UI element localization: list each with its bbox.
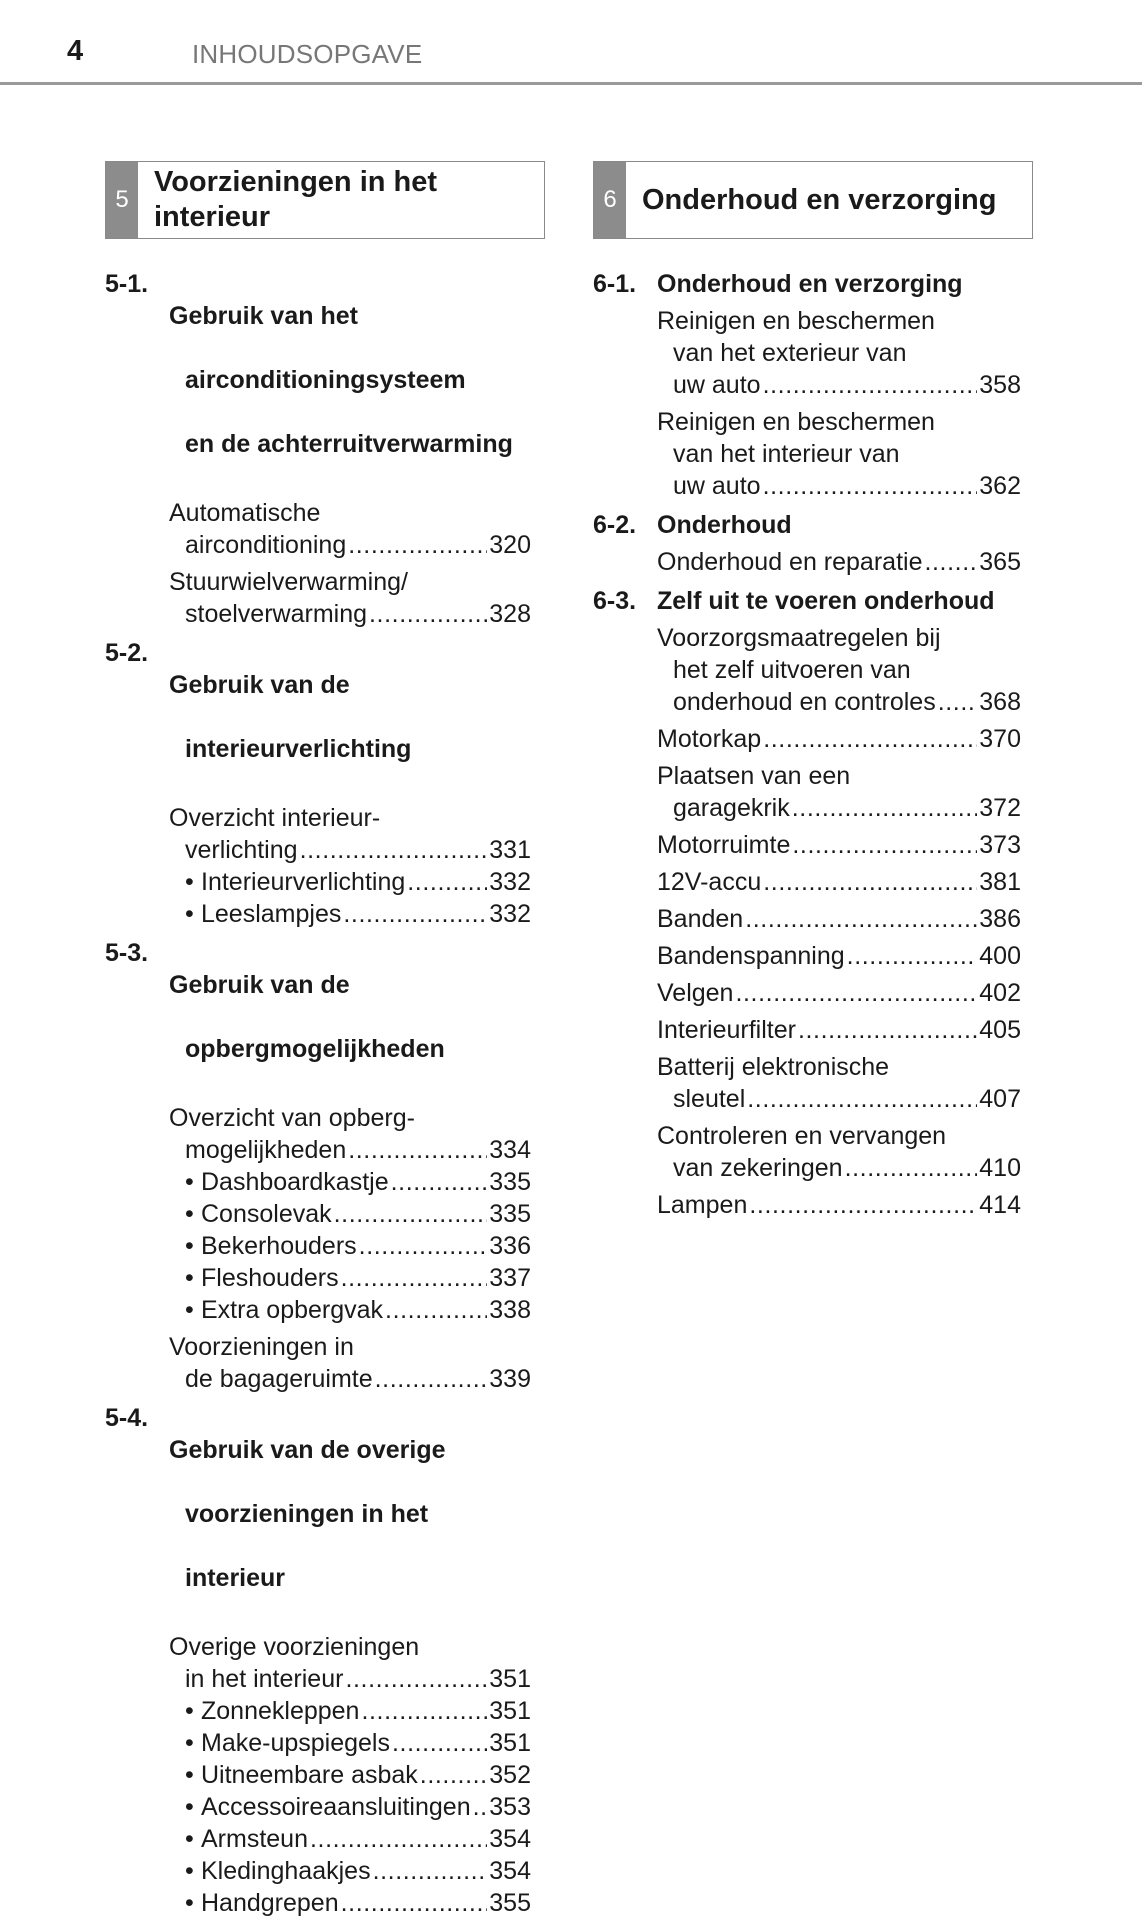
page-ref: 410 [979,1154,1021,1182]
toc-entry[interactable] [657,1014,1021,1046]
leader-dots [924,546,977,578]
toc-subentry[interactable] [185,1823,531,1855]
entry-label: Voorzieningen in [169,1333,354,1361]
section-title-line: airconditioningsysteem [185,366,466,394]
entry-label: Uitneembare asbak [201,1761,418,1789]
toc-subentry[interactable] [185,1855,531,1887]
leader-dots [792,829,977,861]
section-heading-6-1[interactable] [593,268,1021,300]
leader-dots [763,866,977,898]
entry-label: onderhoud en controles [673,688,936,716]
toc-entry[interactable] [657,903,1021,935]
entry-label: Kledinghaakjes [201,1857,371,1885]
entry-label: uw auto [673,371,761,399]
page-ref: 353 [489,1793,531,1821]
leader-dots [938,686,978,718]
section-title-line: interieurverlichting [185,735,412,763]
section-number: 6-3. [593,587,637,615]
toc-entry[interactable] [657,1189,1021,1221]
entry-label: stoelverwarming [185,600,368,628]
section-title: Onderhoud [657,511,792,539]
section-title-line: opbergmogelijkheden [185,1035,445,1063]
entry-label: Stuurwielverwarming/ [169,568,408,596]
section-heading-5-2[interactable] [105,637,531,797]
entry-label: Lampen [657,1191,748,1219]
section-number: 6-2. [593,511,637,539]
entry-label: Reinigen en beschermen [657,307,935,335]
toc-entry[interactable] [657,940,1021,972]
toc-entry[interactable] [169,1631,531,1695]
bullet-icon: • [185,1825,194,1853]
page-ref: 354 [489,1825,531,1853]
section-number: 5-4. [105,1404,149,1432]
leader-dots [763,470,978,502]
toc-column-right [593,268,1021,1221]
entry-label: het zelf uitvoeren van [673,656,911,684]
toc-entry[interactable] [169,497,531,561]
toc-subentry[interactable] [185,1166,531,1198]
entry-label: Accessoireaansluitingen [201,1793,471,1821]
toc-entry[interactable] [657,723,1021,755]
section-number: 6-1. [593,270,637,298]
entry-label: verlichting [185,836,298,864]
chapter-number-tab: 6 [594,162,626,238]
bullet-icon: • [185,1857,194,1885]
leader-dots [345,1663,487,1695]
page-ref: 335 [489,1168,531,1196]
leader-dots [749,1189,977,1221]
leader-dots [373,1855,488,1887]
entry-label: Interieurverlichting [201,868,406,896]
page-ref: 370 [979,725,1021,753]
section-heading-5-4[interactable] [105,1402,531,1626]
toc-subentry[interactable] [185,898,531,930]
page-ref: 381 [979,868,1021,896]
leader-dots [359,1230,488,1262]
chapter-title: Voorzieningen in het interieur [154,166,438,233]
bullet-icon: • [185,1793,194,1821]
toc-entry[interactable] [657,1120,1021,1184]
entry-label: Overige voorzieningen [169,1633,420,1661]
bullet-icon: • [185,1232,194,1260]
page-ref: 351 [489,1697,531,1725]
page-ref: 355 [489,1889,531,1917]
toc-subentry[interactable] [185,1230,531,1262]
entry-label: Make-upspiegels [201,1729,390,1757]
entry-label: van het exterieur van [673,339,907,367]
entry-label: sleutel [673,1085,746,1113]
page-ref: 328 [489,600,531,628]
section-title: Zelf uit te voeren onderhoud [657,587,995,615]
entry-label: Controleren en vervangen [657,1122,947,1150]
leader-dots [341,1262,488,1294]
page-number: 4 [67,35,84,67]
section-title-line: Gebruik van de overige [169,1436,446,1464]
section-title-line: voorzieningen in het [185,1500,429,1528]
leader-dots [348,1134,487,1166]
page-ref: 331 [489,836,531,864]
section-heading-6-2[interactable] [593,509,1021,541]
leader-dots [310,1823,487,1855]
leader-dots [745,903,977,935]
bullet-icon: • [185,1264,194,1292]
entry-label: Bekerhouders [201,1232,357,1260]
toc-column-left [105,268,531,1919]
section-title-line: interieur [185,1564,286,1592]
entry-label: Voorzorgsmaatregelen bij [657,624,941,652]
section-number: 5-3. [105,939,149,967]
toc-entry[interactable] [169,566,531,630]
toc-entry[interactable] [169,1102,531,1166]
entry-label: Dashboardkastje [201,1168,389,1196]
leader-dots [845,1152,978,1184]
leader-dots [763,723,977,755]
page-ref: 414 [979,1191,1021,1219]
section-title-line: Gebruik van het [169,302,358,330]
page-ref: 332 [489,868,531,896]
page-ref: 354 [489,1857,531,1885]
toc-subentry[interactable] [185,1294,531,1326]
page-ref: 405 [979,1016,1021,1044]
page-ref: 339 [489,1365,531,1393]
chapter-6-box[interactable] [593,161,1033,239]
page-ref: 351 [489,1665,531,1693]
section-title-line: Gebruik van de [169,671,350,699]
entry-label: Zonnekleppen [201,1697,360,1725]
leader-dots [375,1363,488,1395]
chapter-number-tab: 5 [106,162,138,238]
entry-label: Banden [657,905,744,933]
toc-subentry[interactable] [185,1791,531,1823]
page-ref: 336 [489,1232,531,1260]
page-ref: 320 [489,531,531,559]
section-title-line: Gebruik van de [169,971,350,999]
section-title: Onderhoud en verzorging [657,270,963,298]
bullet-icon: • [185,1889,194,1917]
toc-subentry[interactable] [185,1727,531,1759]
section-heading-5-1[interactable] [105,268,531,492]
toc-entry[interactable] [657,406,1021,502]
bullet-icon: • [185,1296,194,1324]
entry-label: 12V-accu [657,868,762,896]
toc-entry[interactable] [657,866,1021,898]
bullet-icon: • [185,1761,194,1789]
toc-subentry[interactable] [185,1759,531,1791]
entry-label: Bandenspanning [657,942,845,970]
entry-label: airconditioning [185,531,347,559]
page-ref: 352 [489,1761,531,1789]
leader-dots [735,977,977,1009]
leader-dots [343,898,487,930]
bullet-icon: • [185,868,194,896]
entry-label: in het interieur [185,1665,344,1693]
entry-label: van het interieur van [673,440,900,468]
page-ref: 338 [489,1296,531,1324]
entry-label: Handgrepen [201,1889,339,1917]
section-number: 5-1. [105,270,149,298]
leader-dots [747,1083,977,1115]
entry-label: Automatische [169,499,321,527]
section-number: 5-2. [105,639,149,667]
toc-subentry[interactable] [185,1198,531,1230]
toc-entry[interactable] [657,546,1021,578]
leader-dots [341,1887,488,1919]
bullet-icon: • [185,900,194,928]
toc-entry[interactable] [657,305,1021,401]
page-ref: 351 [489,1729,531,1757]
entry-label: uw auto [673,472,761,500]
page-ref: 362 [979,472,1021,500]
toc-subentry[interactable] [185,1887,531,1919]
leader-dots [361,1695,487,1727]
leader-dots [420,1759,487,1791]
toc-entry[interactable] [169,802,531,866]
bullet-icon: • [185,1729,194,1757]
page-ref: 407 [979,1085,1021,1113]
bullet-icon: • [185,1168,194,1196]
section-heading-6-3[interactable] [593,585,1021,617]
toc-entry[interactable] [657,1051,1021,1115]
entry-label: Consolevak [201,1200,332,1228]
page-ref: 358 [979,371,1021,399]
leader-dots [369,598,487,630]
page-ref: 332 [489,900,531,928]
leader-dots [385,1294,487,1326]
section-title-line: en de achterruitverwarming [185,430,513,458]
section-heading-5-3[interactable] [105,937,531,1097]
page-ref: 368 [979,688,1021,716]
page-ref: 400 [979,942,1021,970]
entry-label: mogelijkheden [185,1136,347,1164]
leader-dots [473,1791,488,1823]
page-ref: 373 [979,831,1021,859]
entry-label: Interieurfilter [657,1016,796,1044]
leader-dots [792,792,978,824]
page-ref: 372 [979,794,1021,822]
entry-label: Motorkap [657,725,762,753]
chapter-5-box[interactable] [105,161,545,239]
toc-subentry[interactable] [185,1262,531,1294]
toc-subentry[interactable] [185,866,531,898]
entry-label: Reinigen en beschermen [657,408,935,436]
leader-dots [407,866,487,898]
entry-label: Plaatsen van een [657,762,851,790]
chapter-title: Onderhoud en verzorging [642,183,997,216]
leader-dots [763,369,978,401]
leader-dots [300,834,488,866]
leader-dots [348,529,487,561]
leader-dots [391,1166,488,1198]
leader-dots [392,1727,487,1759]
bullet-icon: • [185,1200,194,1228]
entry-label: Motorruimte [657,831,791,859]
toc-entry[interactable] [169,1331,531,1395]
page-ref: 337 [489,1264,531,1292]
leader-dots [334,1198,488,1230]
entry-label: Overzicht interieur- [169,804,381,832]
entry-label: Extra opbergvak [201,1296,384,1324]
page-ref: 365 [979,548,1021,576]
entry-label: Onderhoud en reparatie [657,548,923,576]
toc-entry[interactable] [657,829,1021,861]
entry-label: Leeslampjes [201,900,342,928]
page-ref: 386 [979,905,1021,933]
toc-entry[interactable] [657,977,1021,1009]
entry-label: Batterij elektronische [657,1053,890,1081]
leader-dots [798,1014,977,1046]
page-ref: 402 [979,979,1021,1007]
entry-label: Overzicht van opberg- [169,1104,415,1132]
header-divider [0,82,1142,85]
entry-label: Velgen [657,979,734,1007]
entry-label: garagekrik [673,794,790,822]
toc-entry[interactable] [657,760,1021,824]
page-ref: 334 [489,1136,531,1164]
page-ref: 335 [489,1200,531,1228]
bullet-icon: • [185,1697,194,1725]
entry-label: Fleshouders [201,1264,339,1292]
toc-entry[interactable] [657,622,1021,718]
entry-label: Armsteun [201,1825,308,1853]
entry-label: de bagageruimte [185,1365,373,1393]
entry-label: van zekeringen [673,1154,843,1182]
toc-subentry[interactable] [185,1695,531,1727]
leader-dots [847,940,978,972]
page-title: INHOUDSOPGAVE [192,39,423,69]
